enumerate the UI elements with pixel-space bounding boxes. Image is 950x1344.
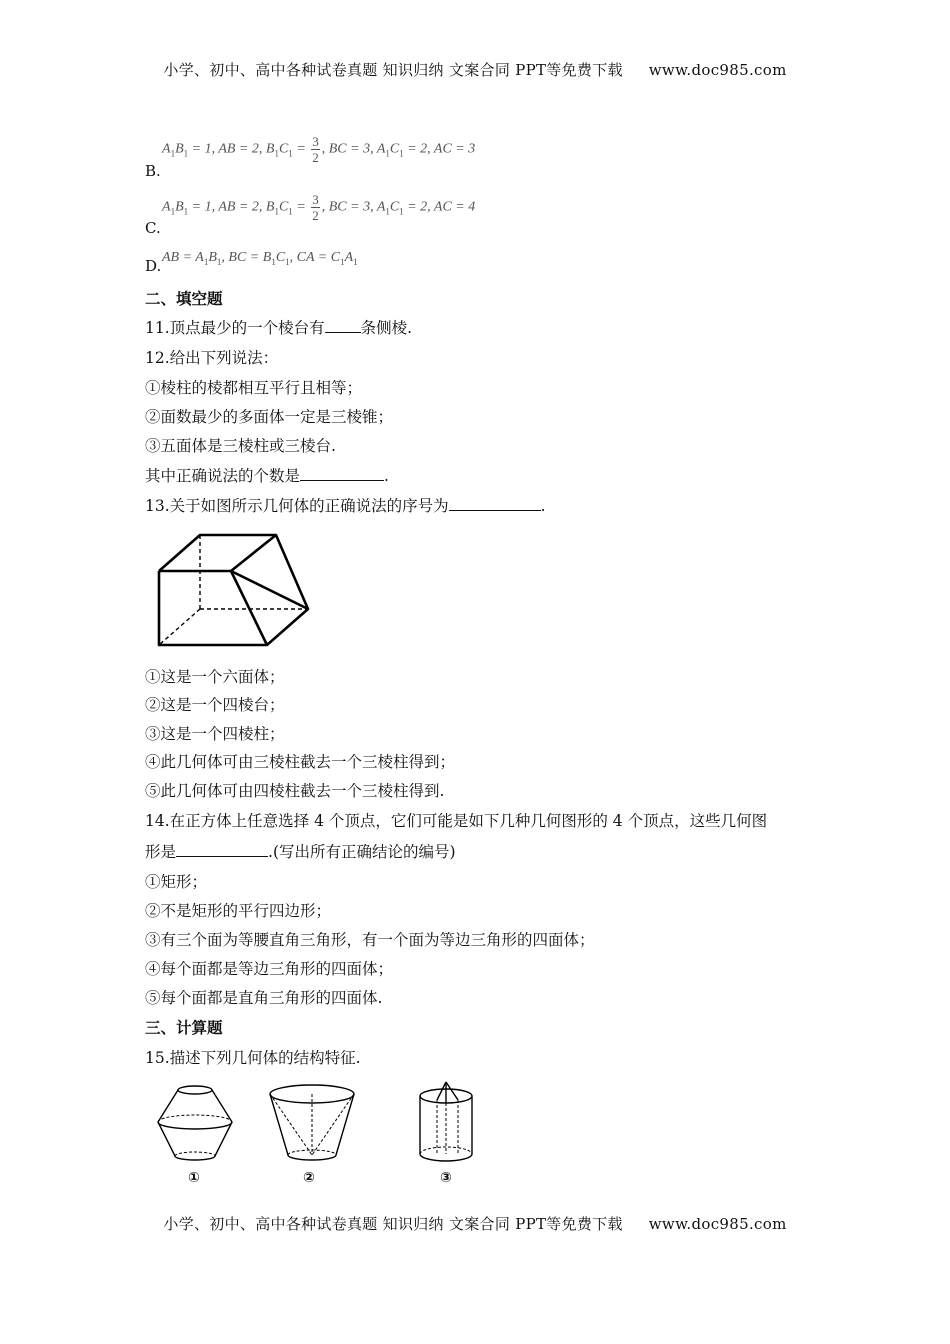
option-b-den: 2 — [312, 150, 319, 165]
option-b-part2: , BC = 3, A — [321, 141, 386, 157]
q11-blank — [325, 318, 361, 333]
section-title-calculation: 三、计算题 — [145, 1019, 223, 1037]
q13-blank — [449, 496, 541, 511]
q11-text: 11.顶点最少的一个棱台有 — [145, 319, 325, 337]
header-site: www.doc985.com — [648, 61, 787, 79]
q15-figure-3 — [412, 1078, 480, 1166]
option-c-den: 2 — [312, 208, 319, 223]
q14-item-1: ①矩形； — [145, 873, 208, 891]
question-11 — [145, 316, 412, 338]
option-b-part3: = 2, AC = 3 — [403, 141, 476, 157]
q11-text-end: 条侧棱. — [360, 319, 413, 337]
q15-figure-2 — [264, 1083, 360, 1167]
q12-ask-end: . — [384, 467, 389, 485]
q14-text: 形是 — [145, 843, 177, 861]
header-text: 小学、初中、高中各种试卷真题 知识归纳 文案合同 PPT等免费下载 — [163, 61, 623, 79]
option-c-part2: , BC = 3, A — [321, 199, 386, 215]
q13-text: 13.关于如图所示几何体的正确说法的序号为 — [145, 497, 449, 515]
q12-blank — [300, 466, 384, 481]
option-c-formula: $A_1B_1 = 1$, AB = 2, $B_1C_1$ = $\frac{3}{2}$ , BC = 3, $A_1C_1 = 2$, AC = 4 — [162, 192, 476, 223]
q12-item-3: ③五面体是三棱柱或三棱台. — [145, 437, 336, 455]
q14-blank — [176, 842, 268, 857]
q12-item-2: ②面数最少的多面体一定是三棱锥； — [145, 408, 394, 426]
q12-ask-text: 其中正确说法的个数是 — [145, 467, 301, 485]
q13-text-end: . — [540, 497, 546, 515]
q12-item-1: ①棱柱的棱都相互平行且相等； — [145, 379, 363, 397]
q15-caption-2: ② — [303, 1170, 315, 1186]
option-c-label: C. — [145, 219, 161, 237]
option-d-formula: AB = $A_1B_1$, BC = $B_1C_1$, CA = $C_1A_1$ — [162, 250, 358, 267]
q14-item-3: ③有三个面为等腰直角三角形，有一个面为等边三角形的四面体； — [145, 931, 595, 949]
q13-item-5: ⑤此几何体可由四棱柱截去一个三棱柱得到. — [145, 782, 445, 800]
section-title-fill-blank: 二、填空题 — [145, 290, 223, 308]
option-b-fraction — [311, 134, 320, 165]
footer-site: www.doc985.com — [648, 1215, 787, 1233]
q13-item-1: ①这是一个六面体； — [145, 668, 285, 686]
q14-item-4: ④每个面都是等边三角形的四面体； — [145, 960, 394, 978]
option-b-part1: , AB = 2, B — [211, 141, 275, 157]
q15-caption-1: ① — [188, 1170, 200, 1186]
q15-figure-1 — [155, 1080, 235, 1166]
q13-item-4: ④此几何体可由三棱柱截去一个三棱柱得到； — [145, 753, 456, 771]
footer-text: 小学、初中、高中各种试卷真题 知识归纳 文案合同 PPT等免费下载 — [163, 1215, 623, 1233]
q14-item-5: ⑤每个面都是直角三角形的四面体. — [145, 989, 383, 1007]
option-b-num: 3 — [312, 134, 319, 149]
q14-text-end: .(写出所有正确结论的编号) — [268, 843, 456, 861]
option-c-fraction — [311, 192, 320, 223]
question-15-stem: 15.描述下列几何体的结构特征. — [145, 1049, 361, 1067]
q13-solid-figure — [150, 528, 315, 650]
page-footer — [0, 1213, 950, 1234]
option-b-formula: $A_1B_1 = 1$, AB = 2, $B_1C_1$ = $\frac{3}{2}$ , BC = 3, $A_1C_1 = 2$, AC = 3 — [162, 134, 476, 165]
q15-caption-3: ③ — [440, 1170, 452, 1186]
question-14-line2 — [145, 840, 456, 862]
q13-item-2: ②这是一个四棱台； — [145, 696, 285, 714]
q14-item-2: ②不是矩形的平行四边形； — [145, 902, 332, 920]
q13-item-3: ③这是一个四棱柱； — [145, 725, 285, 743]
page-header — [0, 59, 950, 80]
option-c-num: 3 — [312, 192, 319, 207]
option-d-label: D. — [145, 257, 162, 275]
question-12-stem: 12.给出下列说法： — [145, 349, 279, 367]
q12-ask — [145, 464, 389, 486]
question-14-line1: 14.在正方体上任意选择 4 个顶点，它们可能是如下几种几何图形的 4 个顶点，这些几何图 — [145, 812, 768, 830]
option-b-label: B. — [145, 162, 161, 180]
question-13-stem — [145, 494, 546, 516]
option-c-part1: , AB = 2, B — [211, 199, 275, 215]
option-c-part3: = 2, AC = 4 — [403, 199, 476, 215]
